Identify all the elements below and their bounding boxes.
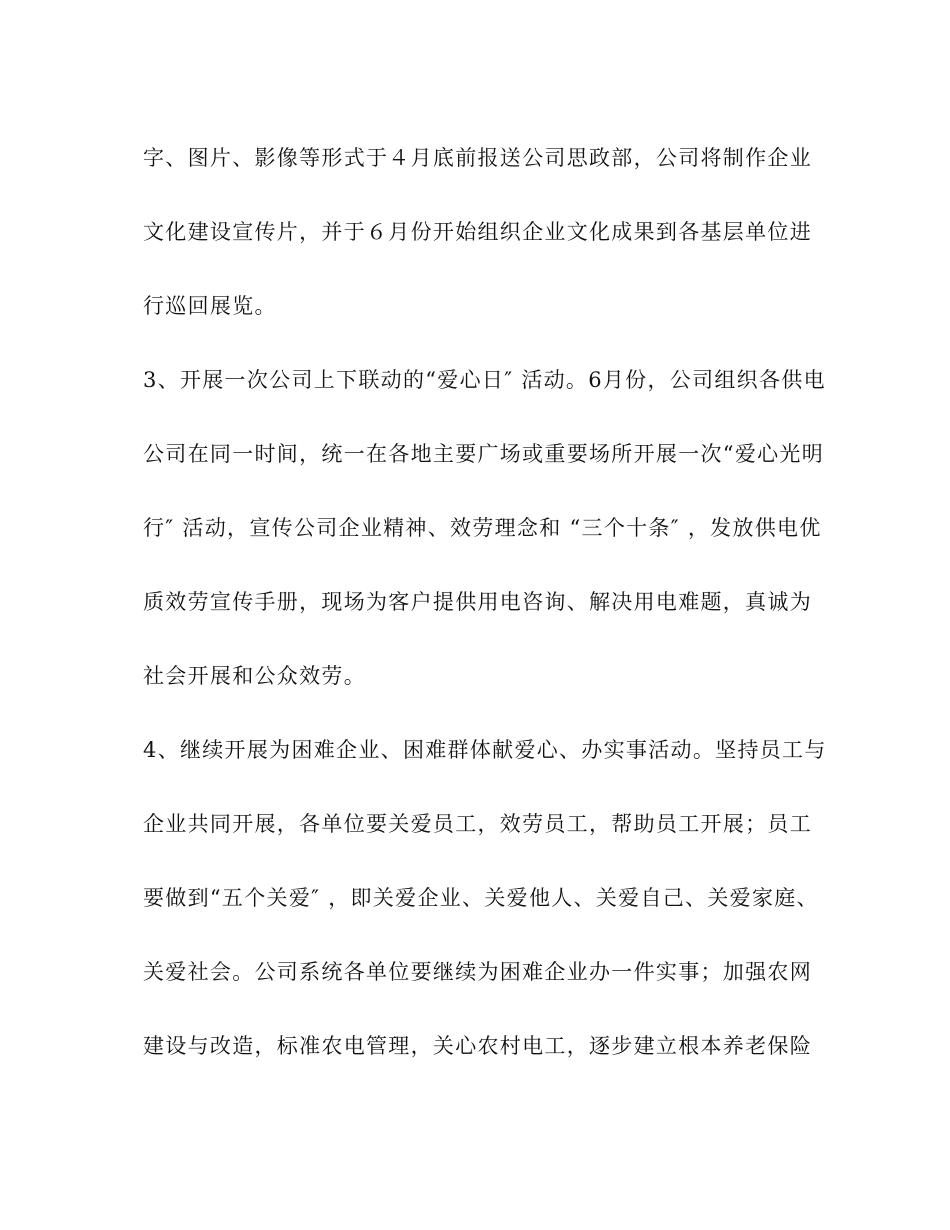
text-line: 3、开展一次公司上下联动的“爱心日″ 活动。6月份，公司组织各供电: [143, 368, 826, 392]
text-line: 社会开展和公众效劳。: [143, 664, 366, 688]
text-line: 字、图片、影像等形式于４月底前报送公司思政部，公司将制作企业: [143, 146, 812, 170]
text-line: 企业共同开展，各单位要关爱员工，效劳员工，帮助员工开展；员工: [143, 812, 812, 836]
text-line: 4、继续开展为困难企业、困难群体献爱心、办实事活动。坚持员工与: [143, 738, 827, 762]
document-body: [143, 134, 827, 1096]
text-line: 公司在同一时间，统一在各地主要广场或重要场所开展一次“爱心光明: [143, 442, 825, 466]
text-line: 行巡回展览。: [143, 294, 277, 318]
text-line: 建设与改造，标准农电管理，关心农村电工，逐步建立根本养老保险: [143, 1034, 812, 1058]
text-line: 文化建设宣传片，并于６月份开始组织企业文化成果到各基层单位进: [143, 220, 812, 244]
text-line: 要做到“五个关爱″ ，即关爱企业、关爱他人、关爱自己、关爱家庭、: [143, 886, 819, 910]
text-line: 关爱社会。公司系统各单位要继续为困难企业办一件实事；加强农网: [143, 960, 812, 984]
text-line: 质效劳宣传手册，现场为客户提供用电咨询、解决用电难题，真诚为: [143, 590, 812, 614]
text-line: 行″ 活动，宣传公司企业精神、效劳理念和 “三个十条″ ，发放供电优: [143, 516, 822, 540]
